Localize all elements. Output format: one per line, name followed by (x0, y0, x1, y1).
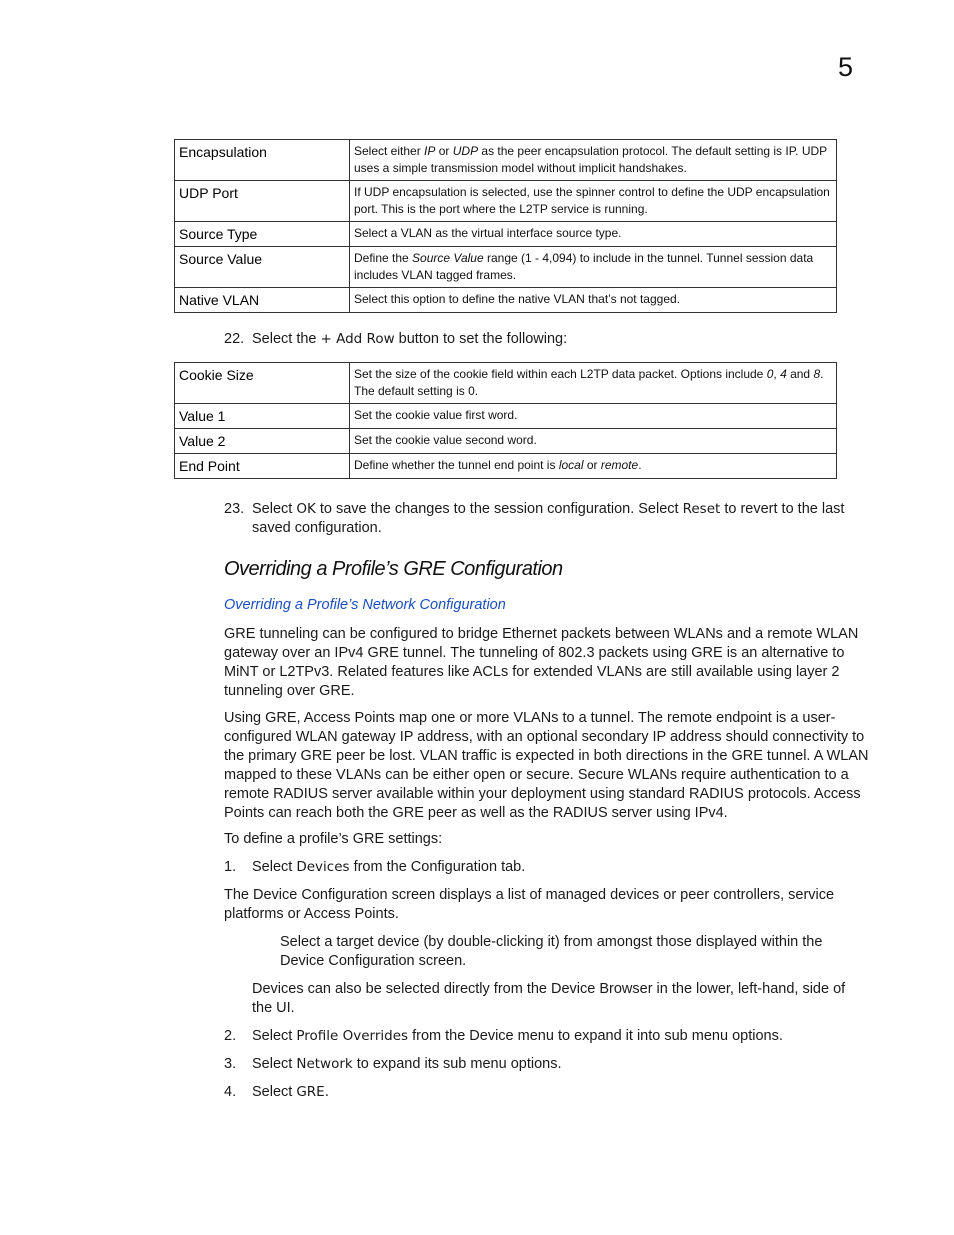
parameter-name: Source Type (175, 222, 350, 247)
parameter-name: Source Value (175, 247, 350, 288)
text-run: Set the cookie value second word. (354, 433, 537, 447)
parameter-name: Value 1 (175, 404, 350, 429)
parameter-name: Cookie Size (175, 363, 350, 404)
italic-term: 8 (813, 367, 821, 381)
italic-term: 4 (780, 367, 787, 381)
parameter-description (350, 222, 837, 247)
text-run: to expand its sub menu options. (352, 1056, 562, 1072)
gre-intro-paragraph: GRE tunneling can be configured to bridge Ethernet packets between WLANs and a remote WLAN gateway over an IPv4 GRE tunnel. The tunneling of 802.3 packets using GRE is an alternative to MiNT or L2TPv3. Related features like ACLs for extended VLANs are still available using layer 2 tunneling over GRE. (224, 626, 859, 699)
select-target-device-paragraph: Select a target device (by double-clicking it) from amongst those displayed within the Device Configuration screen. (280, 934, 823, 969)
gre-procedure-intro: To define a profile’s GRE settings: (224, 831, 443, 847)
text-run: Select (252, 1084, 297, 1100)
parameter-name: Native VLAN (175, 288, 350, 313)
table-row (175, 454, 837, 479)
cookie-parameter-table (174, 362, 837, 479)
parameter-description (350, 181, 837, 222)
parameter-description (350, 363, 837, 404)
text-run: from the Configuration tab. (349, 859, 526, 875)
step-number: 22. (224, 331, 245, 347)
italic-term: 0 (766, 367, 774, 381)
step-2-text (252, 1027, 866, 1046)
text-run: as the peer encapsulation protocol. The default setting is IP. UDP uses a simple transmission model without implicit handshakes. (354, 144, 827, 175)
parameter-description (350, 454, 837, 479)
ui-term: + Add Row (320, 331, 395, 347)
step-23-text (252, 500, 866, 538)
parent-section-link[interactable]: Overriding a Profile’s Network Configuration (224, 597, 506, 613)
table-row (175, 363, 837, 404)
text-run: Set the size of the cookie field within each L2TP data packet. Options include (354, 367, 767, 381)
chapter-number: 5 (838, 52, 854, 82)
ui-term: OK (296, 501, 316, 517)
ui-term: Devices (296, 859, 350, 875)
l2tp-session-parameter-table (174, 139, 837, 313)
text-run: and (786, 367, 814, 381)
text-run: Select this option to define the native VLAN that’s not tagged. (354, 292, 680, 306)
text-run: to revert to the last saved configuration. (252, 501, 845, 536)
text-run: to save the changes to the session configuration. Select (315, 501, 683, 517)
device-browser-note: Devices can also be selected directly from the Device Browser in the lower, left-hand, side of the UI. (252, 981, 846, 1016)
parameter-description (350, 140, 837, 181)
text-run: . (638, 458, 642, 472)
parameter-description (350, 404, 837, 429)
text-run: from the Device menu to expand it into sub menu options. (408, 1028, 783, 1044)
italic-term: IP (424, 144, 436, 158)
gre-detail-paragraph: Using GRE, Access Points map one or more VLANs to a tunnel. The remote endpoint is a user-configured WLAN gateway IP address, with an optional secondary IP address should connectivity to the primary GRE peer be lost. VLAN traffic is expected in both directions in the GRE tunnel. A WLAN mapped to these VLANs can be either open or secure. Secure WLANs require authentication to a remote RADIUS server available within your deployment using standard RADIUS protocols. Access Points can reach both the GRE peer as well as the RADIUS server using IPv4. (224, 710, 869, 821)
step-number: 23. (224, 501, 245, 517)
text-run: or (435, 144, 453, 158)
italic-term: remote (600, 458, 639, 472)
table-row (175, 247, 837, 288)
text-run: Select either (354, 144, 425, 158)
step-number: 1. (224, 859, 237, 875)
parameter-name: Encapsulation (175, 140, 350, 181)
table-row (175, 404, 837, 429)
text-run: Select (252, 501, 297, 517)
step-number: 2. (224, 1028, 237, 1044)
text-run: Select (252, 1028, 297, 1044)
text-run: button to set the following: (394, 331, 568, 347)
text-run: . The default setting is 0. (354, 367, 824, 398)
italic-term: Source Value (412, 251, 484, 265)
step-1-text (252, 858, 862, 877)
text-run: Select the (252, 331, 321, 347)
step-4-text (252, 1083, 862, 1102)
ui-term: Network (296, 1056, 353, 1072)
italic-term: UDP (452, 144, 479, 158)
ui-term: GRE. (296, 1084, 330, 1100)
italic-term: local (558, 458, 584, 472)
device-config-paragraph: The Device Configuration screen displays a list of managed devices or peer controllers, service platforms or Access Points. (224, 887, 835, 922)
parameter-name: UDP Port (175, 181, 350, 222)
text-run: Select a VLAN as the virtual interface source type. (354, 226, 622, 240)
table-row (175, 288, 837, 313)
text-run: Select (252, 859, 297, 875)
table-row (175, 140, 837, 181)
step-number: 3. (224, 1056, 237, 1072)
text-run: range (1 - 4,094) to include in the tunnel. Tunnel session data includes VLAN tagged frames. (354, 251, 814, 282)
text-run: Set the cookie value first word. (354, 408, 518, 422)
table-row (175, 429, 837, 454)
parameter-description (350, 288, 837, 313)
text-run: Select (252, 1056, 297, 1072)
ui-term: Profile Overrides (296, 1028, 409, 1044)
parameter-description (350, 429, 837, 454)
parameter-name: Value 2 (175, 429, 350, 454)
step-3-text (252, 1055, 862, 1074)
ui-term: Reset (682, 501, 721, 517)
table-row (175, 222, 837, 247)
text-run: , (773, 367, 781, 381)
section-heading: Overriding a Profile’s GRE Configuration (224, 558, 563, 580)
text-run: If UDP encapsulation is selected, use the spinner control to define the UDP encapsulation port. This is the port where the L2TP service is running. (354, 185, 830, 216)
text-run: Define the (354, 251, 413, 265)
text-run: or (583, 458, 601, 472)
step-number: 4. (224, 1084, 237, 1100)
step-22-text (252, 330, 862, 349)
table-row (175, 181, 837, 222)
text-run: Define whether the tunnel end point is (354, 458, 559, 472)
parameter-description (350, 247, 837, 288)
parameter-name: End Point (175, 454, 350, 479)
